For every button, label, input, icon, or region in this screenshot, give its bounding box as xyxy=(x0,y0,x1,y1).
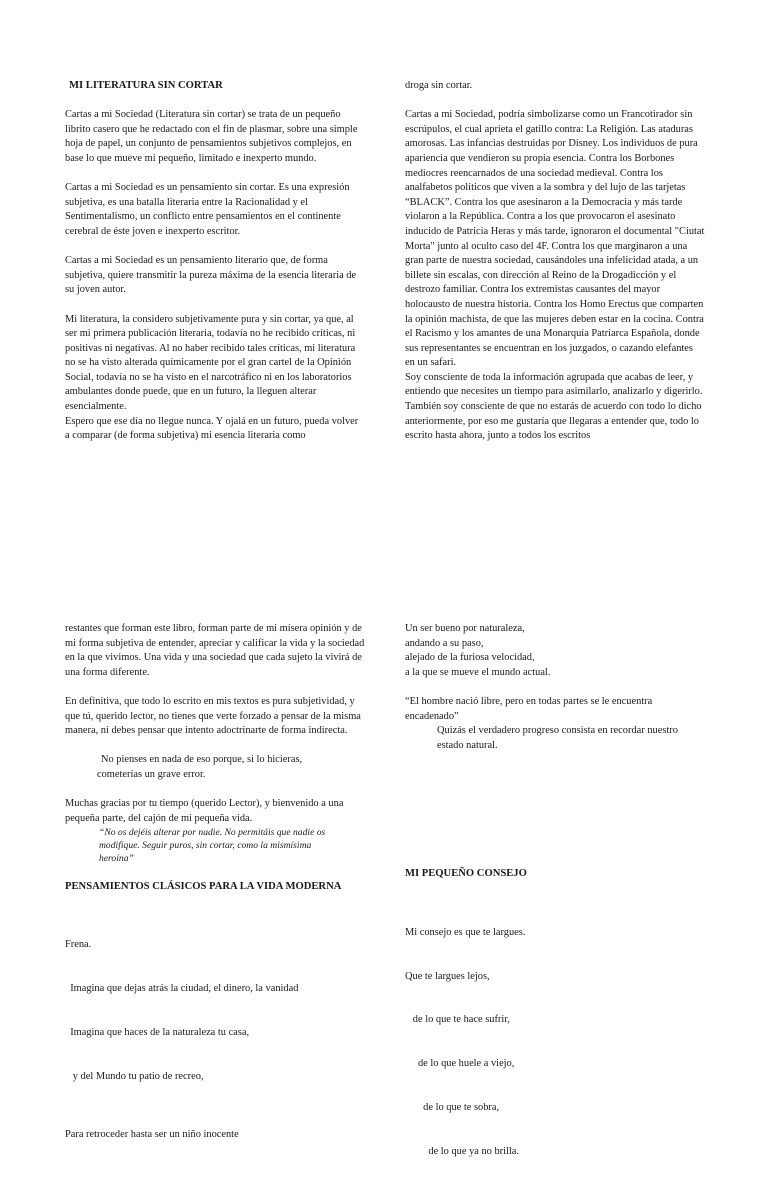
paragraph: No pienses en nada de eso porque, si lo hicieras, xyxy=(101,754,303,766)
quote: “El hombre nació libre, pero en todas partes se le encuentra encadenado” xyxy=(405,695,653,722)
poem-line: alejado de la furiosa velocidad, xyxy=(405,652,535,664)
paragraph: restantes que forman este libro, forman parte de mi mísera opinión y de mi forma subjetiva de entender, apreciar y calificar la vida y la sociedad en la que vivimos. Una vida y una sociedad que cada sujeto la vivirá de una forma diferente. xyxy=(65,623,365,678)
poem-line: Frena. xyxy=(65,939,92,951)
paragraph: Cartas a mi Sociedad es un pensamiento sin cortar. Es una expresión subjetiva, es una batalla literaria entre la Racionalidad y el Sentimentalismo, un conflicto entre pensamientos en el continente cerebral de éste joven e inexperto escritor. xyxy=(65,182,350,237)
paragraph: Muchas gracias por tu tiempo (querido Lector), y bienvenido a una pequeña parte, del cajón de mi pequeña vida. xyxy=(65,798,344,824)
poem-line: Que te largues lejos, xyxy=(405,970,490,982)
paragraph: Espero que ese día no llegue nunca. Y ojalá en un futuro, pueda volver a comparar (de forma subjetiva) mi esencia literaria como xyxy=(65,415,359,442)
poem xyxy=(65,909,365,1113)
paragraph: cometerías un grave error. xyxy=(97,768,206,780)
advice-poem xyxy=(405,897,705,1188)
paragraph: Quizás el verdadero progreso consista en recordar nuestro estado natural. xyxy=(437,725,678,751)
poem-line: y del Mundo tu patio de recreo, xyxy=(65,1070,204,1082)
paragraph: Soy consciente de toda la información agrupada que acabas de leer, y entiendo que necesites un tiempo para asimilarlo, analizarlo y digerirlo. También soy consciente de que no estarás de acuerdo con todo lo dicho anteriormente, por eso me gustaría que llegaras a entender que, todo lo escrito hasta ahora, junto a todos los escritos xyxy=(405,371,703,442)
poem-line: Mi consejo es que te largues. xyxy=(405,926,526,938)
poem xyxy=(405,622,705,680)
paragraph: Cartas a mi Sociedad es un pensamiento literario que, de forma subjetiva, quiere transmitir la pureza máxima de la esencia literaria de su joven autor. xyxy=(65,255,357,296)
paragraph: Para retroceder hasta ser un niño inocente xyxy=(65,1129,239,1140)
poem-line: de lo que huele a viejo, xyxy=(405,1058,515,1070)
page2-right-column xyxy=(405,622,705,1188)
page1-left-column xyxy=(65,79,365,458)
poem-line: de lo que te hace sufrir, xyxy=(405,1014,510,1026)
poem-line: a la que se mueve el mundo actual. xyxy=(405,666,551,678)
section-title: MI LITERATURA SIN CORTAR xyxy=(69,80,223,91)
poem-line: andando a su paso, xyxy=(405,637,484,649)
poem-line: Un ser bueno por naturaleza, xyxy=(405,623,525,634)
section-title: MI PEQUEÑO CONSEJO xyxy=(405,868,527,880)
section-title: PENSAMIENTOS CLÁSICOS PARA LA VIDA MODERNA xyxy=(65,880,342,892)
paragraph: Cartas a mi Sociedad (Literatura sin cortar) se trata de un pequeño librito casero que he redactado con el fin de plasmar, sobre una simple hoja de papel, un conjunto de pensamientos subjetivos complejos, en base lo que mueve mi pequeño, limitado e inexperto mundo. xyxy=(65,109,358,164)
italic-quote: “No os dejéis alterar por nadie. No permitáis que nadie os modifique. Seguir puros, sin cortar, como la mismísima heroína” xyxy=(99,827,326,865)
paragraph: En definitiva, que todo lo escrito en mis textos es pura subjetividad, y que tú, querido lector, no tienes que verte forzado a pensar de la misma manera, ni debes pensar que intento adoctrinarte de forma indirecta. xyxy=(65,695,361,737)
paragraph: droga sin cortar. xyxy=(405,80,473,91)
page1-right-column xyxy=(405,79,705,458)
paragraph: Mi literatura, la considero subjetivamente pura y sin cortar, ya que, al ser mi primera publicación literaria, todavía no he recibido críticas, ni positivas ni negativas. Al no haber recibido tales críticas, mi literatura no se ha visto alterada químicamente por el gran cartel de la Opinión Social, todavía no se ha visto en el narcotráfico ni en los laboratorios ambulantes donde puede, que en un futuro, la lleguen alterar esencialmente. xyxy=(65,313,356,413)
poem-line: de lo que te sobra, xyxy=(405,1101,500,1113)
paragraph: Cartas a mi Sociedad, podría simbolizarse como un Francotirador sin escrúpulos, el cual aprieta el gatillo contra: La Religión. Las ataduras amorosas. Las infancias destruidas por Disney. Los individuos de pura apariencia que vendieron su propia esencia. Contra los Borbones mediocres reencarnados de una sociedad medieval. Contra los analfabetos políticos que viven a la sombra y del lujo de las tarjetas “BLACK”. Contra los que asesinaron a la Democracia y más tarde violaron a la República. Contra a los que provocaron el asesinato inducido de Patricia Heras y más tarde, ignoraron el documental "Ciutat Morta" junto al oculto caso del 4F. Contra los que marginaron a una gran parte de nuestra sociedad, causándoles una infelicidad atada, a un billete sin escalas, con dirección al Reino de la Drogadicción y el destrozo familiar. Contra los extremistas causantes del mayor holocausto de nuestra historia. Contra los Homo Erectus que comparten la opinión machista, de que las mujeres deben estar en la cocina. Contra el Racismo y los amantes de una Monarquía Patriarca Española, donde sus representantes se encuentran en los juzgados, o cazando elefantes en un safari. xyxy=(405,109,705,369)
poem-line: Imagina que haces de la naturaleza tu casa, xyxy=(65,1026,250,1038)
poem-line: Imagina que dejas atrás la ciudad, el dinero, la vanidad xyxy=(65,983,299,995)
page2-left-column xyxy=(65,622,365,1157)
poem-line: de lo que ya no brilla. xyxy=(405,1145,519,1157)
